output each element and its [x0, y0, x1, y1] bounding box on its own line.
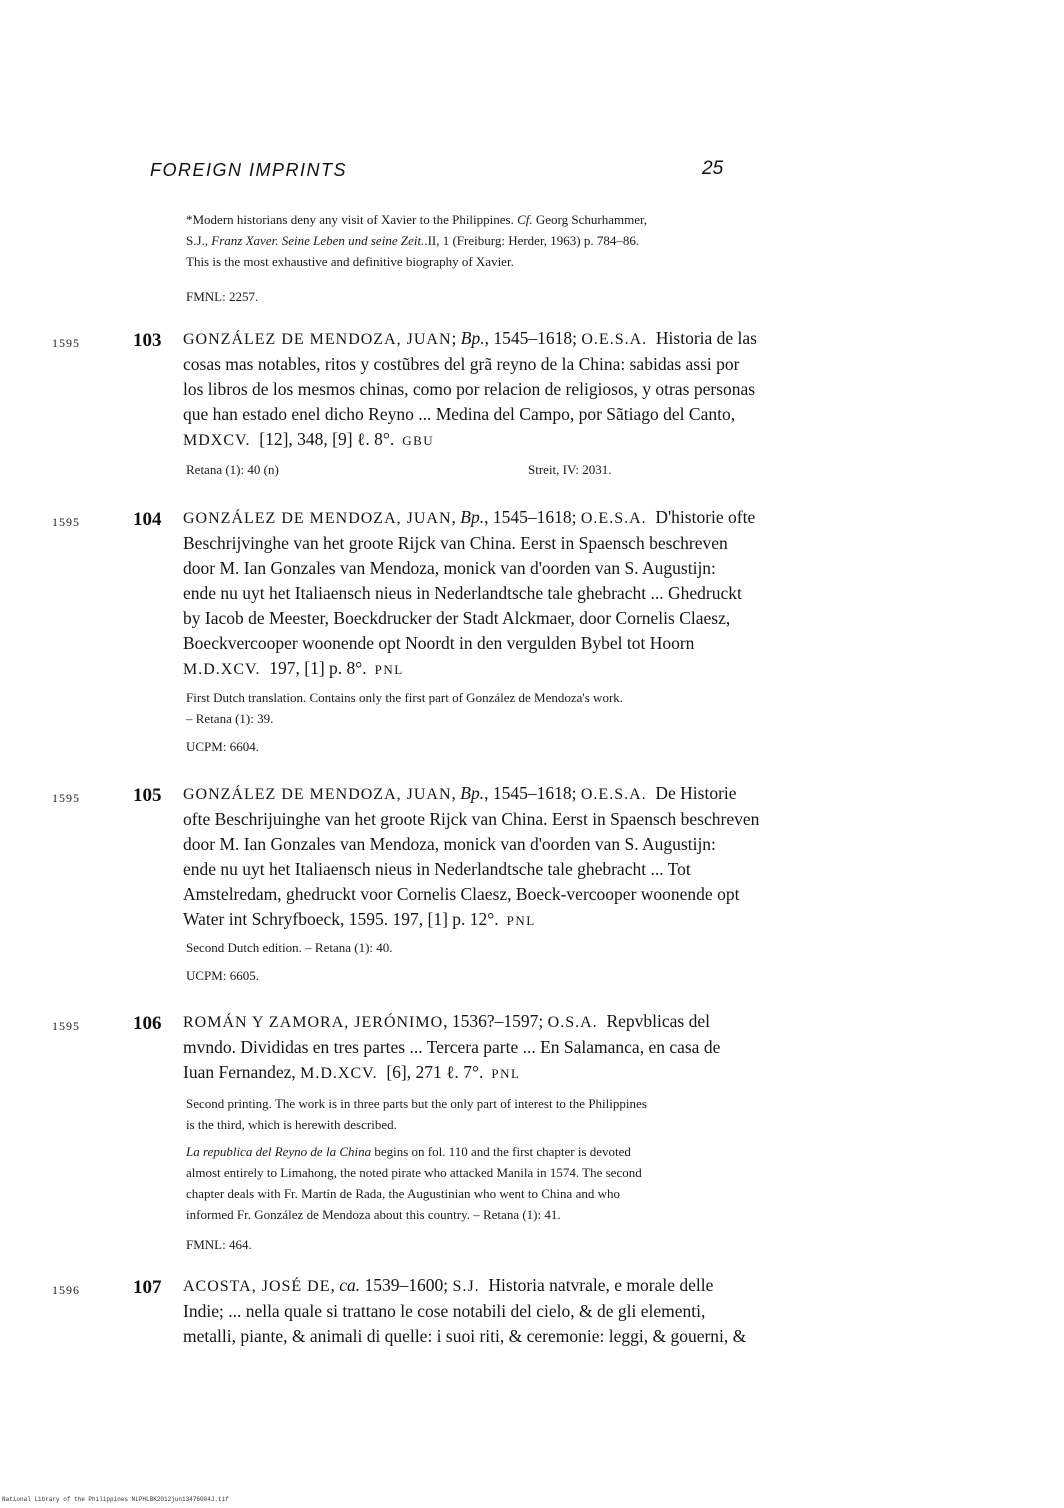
reference-line: UCPM: 6604. — [186, 739, 259, 754]
entry-105-note: Second Dutch edition. – Retana (1): 40. — [186, 940, 393, 955]
entry-year: 1595 — [52, 336, 80, 350]
entry-107-text: ACOSTA, JOSÉ DE, ca. 1539–1600; S.J. Historia natvrale, e morale delle Indie; ... nella quale si trattano le cose notabili del cielo, & de gli elementi, metalli, piante, & animali di quelle: i suoi riti, & ceremonie: leggi, & gouerni, & — [183, 1275, 747, 1346]
entry-year: 1595 — [52, 791, 80, 805]
entry-year: 1595 — [52, 515, 80, 529]
xavier-footnote: *Modern historians deny any visit of Xavier to the Philippines. Cf. Georg Schurhammer, S.J., Franz Xaver. Seine Leben und seine Zeit..II, 1 (Freiburg: Herder, 1963) p. 784–86. This is the most exhaustive and definitive biography of Xavier. — [186, 212, 648, 269]
reference-line: FMNL: 2257. — [186, 289, 259, 304]
reference-line: Streit, IV: 2031. — [528, 462, 612, 477]
entry-number: 103 — [133, 330, 162, 351]
entry-year: 1596 — [52, 1283, 80, 1297]
entry-number: 107 — [133, 1277, 162, 1298]
entry-104-text: GONZÁLEZ DE MENDOZA, JUAN, Bp., 1545–1618; O.E.S.A. D'historie ofte Beschrijvinghe van het groote Rijck van China. Eerst in Spaensch beschreven door M. Ian Gonzales van Mendoza, monick van d'oorden van S. Augustijn: ende nu uyt het Italiaensch nieus in Nederlandtsche tale ghebracht ... Ghedruckt by Iacob de Meester, Boeckdrucker der Stadt Alckmaer, door Cornelis Claesz, Boeckvercooper woonende opt Noordt in den vergulden Bybel tot Hoorn M.D.XCV. 197, [1] p. 8°. PNL — [183, 507, 756, 678]
entry-105-text: GONZÁLEZ DE MENDOZA, JUAN, Bp., 1545–1618; O.E.S.A. De Historie ofte Beschrijuinghe van het groote Rijck van China. Eerst in Spaensch beschreven door M. Ian Gonzales van Mendoza, monick van d'oorden van S. Augustijn: ende nu uyt het Italiaensch nieus in Nederlandtsche tale ghebracht ... Tot Amstelredam, ghedruckt voor Cornelis Claesz, Boeck-vercooper woonende opt Water int Schryfboeck, 1595. 197, [1] p. 12°. PNL — [183, 783, 760, 929]
entry-year: 1595 — [52, 1019, 80, 1033]
page-number: 25 — [702, 158, 724, 179]
entry-103-text: GONZÁLEZ DE MENDOZA, JUAN; Bp., 1545–1618; O.E.S.A. Historia de las cosas mas notables, ritos y costũbres del grã reyno de la China: sabidas assi por los libros de los mesmos chinas, como por relacion de religiosos, y otras personas que han estado enel dicho Reyno ... Medina del Campo, por Sãtiago del Canto, MDXCV. [12], 348, [9] ℓ. 8°. GBU — [183, 328, 757, 449]
reference-line: Retana (1): 40 (n) — [186, 462, 279, 477]
entry-number: 106 — [133, 1013, 162, 1034]
reference-line: UCPM: 6605. — [186, 968, 259, 983]
entry-106-text: ROMÁN Y ZAMORA, JERÓNIMO, 1536?–1597; O.S.A. Repvblicas del mvndo. Divididas en tres partes ... Tercera parte ... En Salamanca, en casa de Iuan Fernandez, M.D.XCV. [6], 271 ℓ. 7°. PNL — [183, 1011, 721, 1082]
scan-footer: National Library of the Philippines NLPHLBK2012jun13476004J.tif — [2, 1496, 229, 1503]
entry-number: 104 — [133, 509, 162, 530]
entry-106-note-2: La republica del Reyno de la China begins on fol. 110 and the first chapter is devoted almost entirely to Limahong, the noted pirate who attacked Manila in 1574. The second chapter deals with Fr. Martín de Rada, the Augustinian who went to China and who informed Fr. González de Mendoza about this country. – Retana (1): 41. — [186, 1144, 642, 1222]
reference-line: FMNL: 464. — [186, 1237, 252, 1252]
running-head: FOREIGN IMPRINTS — [150, 160, 348, 180]
entry-106-note-1: Second printing. The work is in three parts but the only part of interest to the Philippines is the third, which is herewith described. — [186, 1096, 647, 1132]
entry-104-note: First Dutch translation. Contains only the first part of González de Mendoza's work. – Retana (1): 39. — [186, 690, 624, 726]
entry-number: 105 — [133, 785, 162, 806]
